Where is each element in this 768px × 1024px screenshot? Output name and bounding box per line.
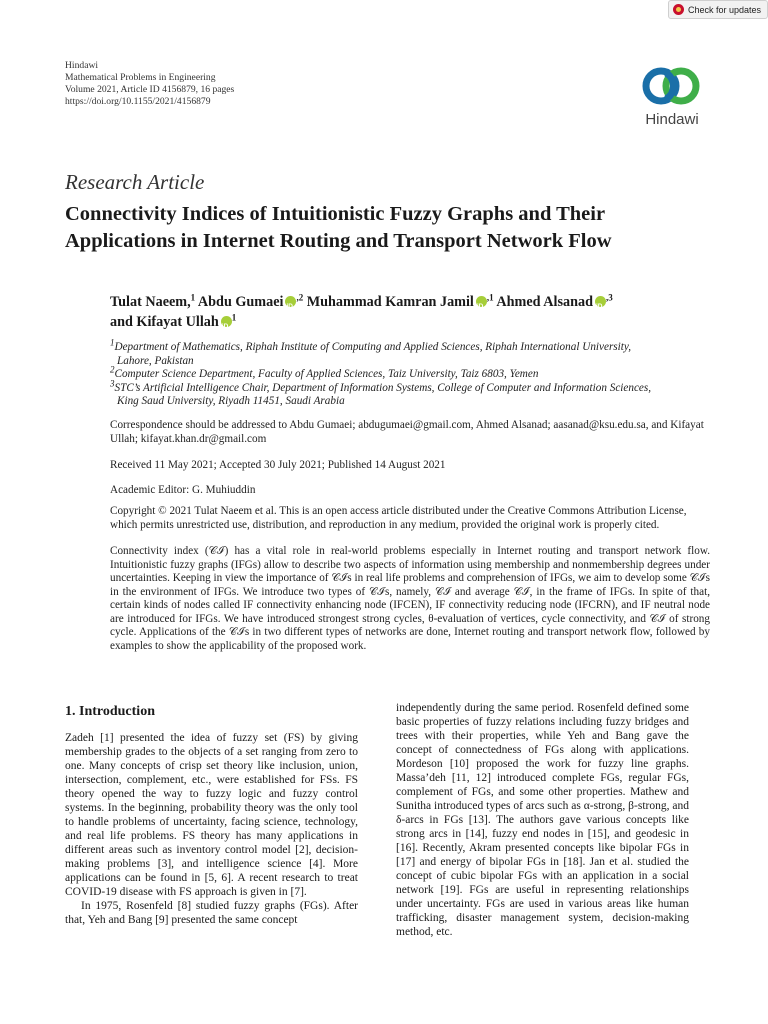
- author-name: Tulat Naeem,: [110, 294, 191, 310]
- article-title: Connectivity Indices of Intuitionistic Fuzzy Graphs and Their Applications in Internet Routing and Transport Network Flow: [65, 203, 612, 252]
- body-paragraph: Zadeh [1] presented the idea of fuzzy set (FS) by giving membership grades to the objects of a set ranging from zero to one. Many concepts of crisp set theory like inclusion, union, intersection, complement, etc., were established for FSs. FS theory opened the way to fuzzy logic and fuzzy control systems. In the beginning, probability theory was the only tool to handle problems of uncertainty, facing science, technology, and real life problems. FS theory has many applications in different areas such as inventory control model [2], decision-making problems [3], and intelligence science [4]. More applications can be found in [5, 6]. A recent research to treat COVID-19 disease with FS approach is given in [7].: [65, 732, 358, 898]
- orcid-icon[interactable]: [221, 316, 232, 327]
- journal-name: Mathematical Problems in Engineering: [65, 72, 216, 83]
- author-affil-sup: ,3: [605, 292, 613, 303]
- body-paragraph: In 1975, Rosenfeld [8] studied fuzzy graphs (FGs). After that, Yeh and Bang [9] presented the same concept: [65, 900, 358, 926]
- orcid-icon[interactable]: [285, 296, 296, 307]
- section-heading: 1. Introduction: [65, 704, 155, 719]
- author-list: [110, 292, 710, 332]
- publisher-name: Hindawi: [65, 60, 99, 71]
- author-affil-sup: 1: [190, 292, 196, 303]
- author-name: and Kifayat Ullah: [110, 314, 219, 330]
- author-name: Abdu Gumaei: [197, 294, 284, 310]
- hindawi-logo-text: Hindawi: [645, 111, 699, 128]
- academic-editor: Academic Editor: G. Muhiuddin: [110, 484, 256, 496]
- doi-link[interactable]: https://doi.org/10.1155/2021/4156879: [65, 96, 211, 107]
- author-name: Ahmed Alsanad: [496, 294, 593, 310]
- orcid-icon[interactable]: [595, 296, 606, 307]
- affiliation-item-cont: Lahore, Pakistan: [117, 354, 194, 367]
- copyright-notice: Copyright © 2021 Tulat Naeem et al. This is an open access article distributed under the Creative Commons Attribution License, which permits unrestricted use, distribution, and reproduction in any medium, provided the original work is properly cited.: [110, 505, 687, 531]
- author-affil-sup: ,2: [296, 292, 304, 303]
- publication-dates: Received 11 May 2021; Accepted 30 July 2021; Published 14 August 2021: [110, 459, 446, 471]
- author-affil-sup: 1: [231, 312, 237, 323]
- body-right-column: [396, 701, 689, 939]
- crossmark-icon: [673, 4, 684, 15]
- check-for-updates-button[interactable]: [668, 0, 768, 19]
- body-left-column: [65, 705, 358, 927]
- abstract: Connectivity index (𝒞ℐ) has a vital role in real-world problems especially in Internet routing and transport network flow. Intuitionistic fuzzy graphs (IFGs) allow to describe two aspects of information using membership and nonmembership degrees under uncertainties. Keeping in view the importance of 𝒞ℐs in real life problems and comprehension of IFGs, we aim to develop some 𝒞ℐs in the environment of IFGs. We introduce two types of 𝒞ℐs, namely, 𝒞ℐ and average 𝒞ℐ, in the frame of IFGs. In spite of that, certain kinds of nodes called IF connectivity enhancing node (IFCEN), IF connectivity reducing node (IFCRN), and IF neutral node are introduced for IFGs. We have introduced strongest strong cycles, θ-evaluation of vertices, cycle connectivity, and 𝒞ℐ of strong cycle. Applications of the 𝒞ℐs in two different types of networks are done, Internet routing and transport network flow, followed by examples to show the applicability of the proposed work.: [110, 545, 710, 652]
- affiliation-item: $^1$Department of Mathematics, Riphah Institute of Computing and Applied Sciences, Riphah International University,: [110, 337, 632, 353]
- affiliations: [110, 337, 710, 409]
- orcid-icon[interactable]: [476, 296, 487, 307]
- body-paragraph: independently during the same period. Rosenfeld defined some basic properties of fuzzy relations including fuzzy bridges and trees with their properties, while Yeh and Bang gave the concept of connectedness of FGs along with applications. Mordeson [10] proposed the work for fuzzy line graphs. Massa’deh [11, 12] introduced complete FGs, regular FGs, complement of FGs, and some other properties. Mathew and Sunitha introduced types of arcs such as α-strong, β-strong, and δ-arcs in FGs [13]. The authors gave various concepts like strong arcs in [14], fuzzy end nodes in [15], and geodesic in [16]. Recently, Akram presented concepts like bipolar FGs in [17] and energy of bipolar FGs in [18]. Jan et al. studied the concept of cubic bipolar FGs with an application in a social network [19]. FGs are useful in representing relationships under uncertainty. FGs are used in various areas like human trafficking, disaster management system, decision-making method, etc.: [396, 702, 689, 938]
- affiliation-item: $^3$STC’s Artificial Intelligence Chair, Department of Information Systems, College of Computer and Information Sciences,: [110, 377, 652, 394]
- author-affil-sup: ,1: [486, 292, 494, 303]
- volume-line: Volume 2021, Article ID 4156879, 16 pages: [65, 84, 235, 95]
- affiliation-item-cont: King Saud University, Riyadh 11451, Saudi Arabia: [117, 395, 345, 407]
- check-for-updates-label: Check for updates: [688, 4, 762, 15]
- article-type: Research Article: [65, 170, 205, 194]
- journal-meta: [65, 60, 234, 108]
- author-name: Muhammad Kamran Jamil: [306, 294, 474, 310]
- correspondence: Correspondence should be addressed to Abdu Gumaei; abdugumaei@gmail.com, Ahmed Alsanad; aasanad@ksu.edu.sa, and Kifayat Ullah; kifayat.khan.dr@gmail.com: [110, 419, 704, 445]
- affiliation-item: $^2$Computer Science Department, Faculty of Applied Sciences, Taiz University, Taiz 6803, Yemen: [110, 364, 539, 380]
